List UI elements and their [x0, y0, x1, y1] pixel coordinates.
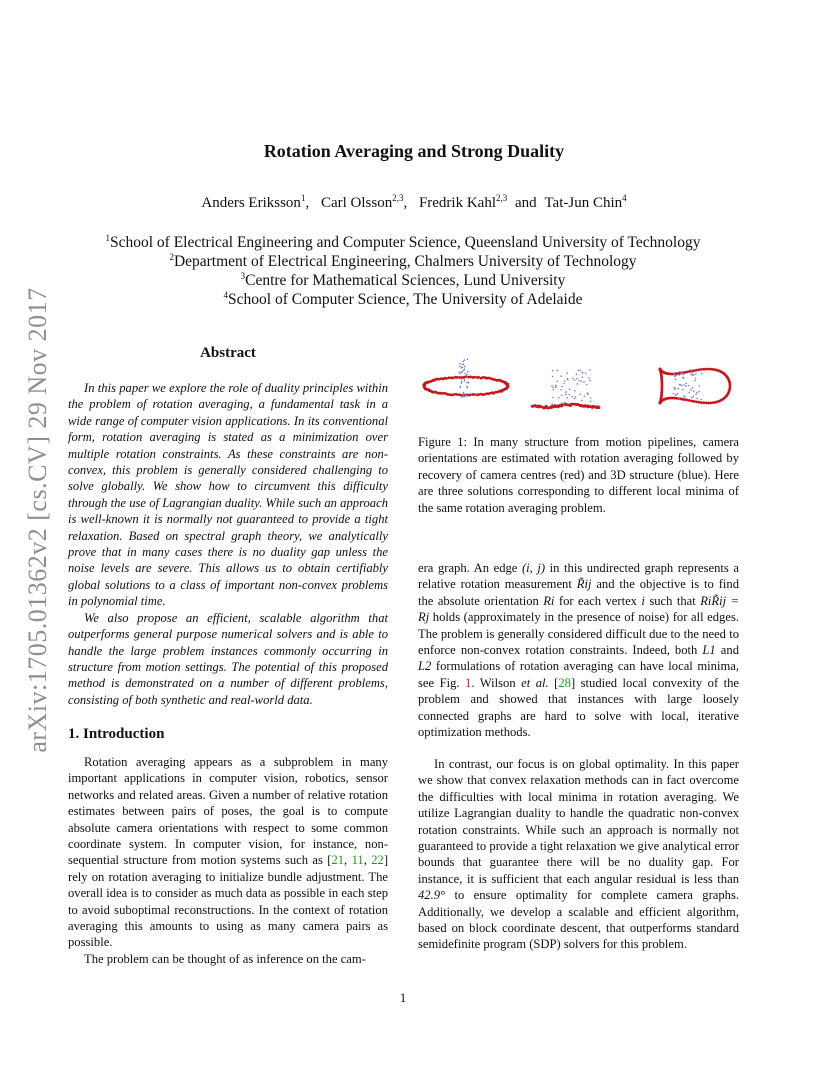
camera-point [487, 377, 490, 380]
structure-point [690, 389, 692, 391]
structure-point [571, 396, 573, 398]
camera-point [458, 393, 461, 396]
structure-point [590, 397, 592, 399]
structure-point [588, 377, 590, 379]
camera-point [598, 406, 601, 409]
structure-point [685, 382, 687, 384]
math-l1: L1 [702, 643, 716, 658]
structure-point [551, 385, 553, 387]
structure-point [461, 378, 463, 380]
structure-point [683, 374, 685, 376]
affiliation-4: $^4$School of Computer Science, The University of Adelaide [223, 289, 583, 308]
structure-point [587, 393, 589, 395]
structure-point [684, 396, 686, 398]
structure-point [581, 400, 583, 402]
structure-point [691, 369, 693, 371]
structure-point [675, 379, 677, 381]
structure-point [582, 372, 584, 374]
structure-point [466, 382, 468, 384]
structure-point [552, 387, 554, 389]
camera-point [703, 368, 706, 371]
structure-point [560, 389, 562, 391]
structure-point [689, 392, 691, 394]
camera-point [693, 400, 696, 403]
structure-point [678, 398, 680, 400]
author-1: Anders Eriksson$^1$, [201, 193, 310, 211]
structure-point [552, 376, 554, 378]
structure-point [555, 387, 557, 389]
affiliation-2: $^2$Department of Electrical Engineering, Chalmers University of Technology [169, 251, 637, 270]
structure-point [552, 370, 554, 372]
abstract-paragraph-1: In this paper we explore the role of duality principles within the problem of rotation averaging, a fundamental task in a wide range of computer vision applications. In its conventional form, rotation averaging is stated as a minimization over multiple rotation constraints. As these constraints are non-convex, this problem is generally considered challenging to solve globally. We show how to circumvent this difficulty through the use of Lagrangian duality. While such an approach is well-known it is normally not guaranteed to provide a tight relaxation. Based on spectral graph theory, we analytically prove that in many cases there is no duality gap unless the noise levels are severe. This allows us to obtain certifiably global solutions to a class of important non-convex problems in polynomial time. [68, 381, 388, 609]
camera-point [698, 401, 701, 404]
structure-point [467, 395, 469, 397]
camera-point [688, 399, 691, 402]
structure-point [584, 396, 586, 398]
structure-point [467, 371, 469, 373]
structure-point [464, 396, 466, 398]
structure-point [561, 395, 563, 397]
structure-point [701, 369, 703, 371]
structure-point [589, 369, 591, 371]
math-edge: (i, j) [521, 561, 546, 575]
camera-point [456, 376, 459, 379]
figure-1-link[interactable]: 1 [465, 675, 472, 690]
structure-point [567, 378, 569, 380]
camera-point [695, 401, 698, 404]
structure-point [467, 358, 469, 360]
structure-point [461, 381, 463, 383]
structure-point [696, 392, 698, 394]
structure-point [466, 386, 468, 388]
camera-point [686, 371, 689, 374]
structure-point [574, 390, 576, 392]
structure-point [698, 391, 700, 393]
structure-point [689, 369, 691, 371]
structure-point [583, 381, 585, 383]
structure-point [695, 378, 697, 380]
structure-point [586, 384, 588, 386]
right-column-paragraph-2: In contrast, our focus is on global optimality. In this paper we show that convex relaxation methods can in fact overcome the difficulties with local minima in rotation averaging. We utilize Lagrangian duality to handle the quadratic non-convex rotation constraints. While such an approach is normally not guaranteed to provide a tight relaxation we give analytical error bounds that guarantee there will be no duality gap. For instance, it is sufficient that each angular residual is less than 42.9° to ensure optimality for complete camera graphs. Additionally, we develop a scalable and efficient algorithm, based on block coordinate descent, that outperforms standard semidefinite program (SDP) solvers for this problem. [418, 757, 739, 952]
camera-point [445, 377, 448, 380]
structure-point [585, 373, 587, 375]
structure-point [578, 380, 580, 382]
page-number: 1 [399, 990, 407, 1005]
structure-point [574, 398, 576, 400]
structure-point [463, 361, 465, 363]
structure-point [461, 364, 463, 366]
structure-point [688, 385, 690, 387]
author-list [0, 195, 828, 212]
camera-point [700, 401, 703, 404]
citation-28[interactable]: 28 [558, 675, 571, 690]
structure-point [683, 384, 685, 386]
structure-point [691, 397, 693, 399]
structure-point [679, 371, 681, 373]
camera-point [695, 369, 698, 372]
structure-point [558, 397, 560, 399]
structure-point [459, 371, 461, 373]
structure-point [459, 373, 461, 375]
camera-point [452, 377, 455, 380]
structure-point [464, 378, 466, 380]
structure-point [561, 402, 563, 404]
structure-point [568, 394, 570, 396]
structure-point [466, 394, 468, 396]
camera-point [476, 393, 479, 396]
structure-point [565, 391, 567, 393]
structure-point [466, 374, 468, 376]
structure-point [695, 393, 697, 395]
structure-point [584, 404, 586, 406]
structure-point [680, 373, 682, 375]
structure-point [563, 383, 565, 385]
structure-point [673, 393, 675, 395]
structure-point [463, 370, 465, 372]
affiliation-1: $^1$School of Electrical Engineering and Computer Science, Queensland University of Technology [105, 232, 701, 251]
structure-point [459, 363, 461, 365]
structure-point [462, 371, 464, 373]
camera-point [506, 384, 509, 387]
structure-point [464, 366, 466, 368]
rotation-solutions-plot [412, 340, 752, 420]
structure-point [695, 373, 697, 375]
structure-point [693, 390, 695, 392]
structure-point [575, 396, 577, 398]
math-constraint: RiR̃ij = Rj [418, 593, 740, 625]
citation-22[interactable]: 22 [371, 853, 384, 868]
structure-point [580, 380, 582, 382]
structure-point [679, 384, 681, 386]
camera-point [471, 393, 474, 396]
camera-point [473, 376, 476, 379]
structure-point [564, 380, 566, 382]
author-and: and [515, 195, 537, 211]
structure-point [677, 393, 679, 395]
structure-point [560, 375, 562, 377]
structure-point [574, 380, 576, 382]
figure-1-caption: Figure 1: In many structure from motion pipelines, camera orientations are estimated with rotation averaging followed by recovery of camera centres (red) and 3D structure (blue). Here are three solutions corresponding to different local minima of the same rotation averaging problem. [418, 435, 739, 515]
citation-21[interactable]: 21 [331, 853, 345, 868]
structure-point [561, 386, 563, 388]
structure-point [552, 389, 554, 391]
structure-point [579, 394, 581, 396]
structure-point [468, 382, 470, 384]
structure-point [701, 399, 703, 401]
structure-point [685, 385, 687, 387]
structure-point [589, 380, 591, 382]
structure-point [683, 377, 685, 379]
abstract-heading: Abstract [200, 345, 256, 361]
structure-point [572, 378, 574, 380]
structure-point [699, 385, 701, 387]
structure-point [681, 372, 683, 374]
math-l2: L2 [418, 659, 432, 674]
abstract-paragraph-2: We also propose an efficient, scalable algorithm that outperforms general purpose numerical solvers and is able to handle the large problem instances commonly occurring in structure from motion settings. The potential of this proposed method is demonstrated on a number of different problems, consisting of both synthetic and real-world data. [68, 610, 388, 707]
structure-point [590, 401, 592, 403]
structure-point [464, 373, 466, 375]
structure-point [459, 366, 461, 368]
camera-point [693, 369, 696, 372]
structure-point [467, 387, 469, 389]
structure-point [690, 374, 692, 376]
camera-point [703, 401, 706, 404]
arxiv-id: arXiv:1705.01362v2 [cs.CV] 29 Nov 2017 [23, 287, 52, 753]
structure-point [556, 381, 558, 383]
author-2: Carl Olsson$^{2,3}$, [320, 193, 408, 211]
structure-point [692, 372, 694, 374]
camera-point [698, 368, 701, 371]
abstract-body [68, 380, 388, 708]
structure-point [552, 397, 554, 399]
structure-point [692, 387, 694, 389]
structure-point [466, 377, 468, 379]
introduction-heading: 1. Introduction [68, 726, 165, 742]
camera-point [705, 402, 708, 405]
structure-point [461, 382, 463, 384]
structure-point [674, 388, 676, 390]
figure-1-image [412, 340, 752, 420]
structure-point [579, 370, 581, 372]
right-column-paragraph-1: era graph. An edge (i, j) in this undirected graph represents a relative rotation measurement R̃ij and the objective is to find the absolute orientation Ri for each vertex i such that RiR̃ij = Rj holds (approximately in the presence of noise) for all edges. The problem is generally considered difficult due to the need to enforce non-convex rotation constraints. Indeed, both L1 and L2 formulations of rotation averaging can have local minima, see Fig. 1. Wilson et al. [28] studied local convexity of the problem and showed that instances with large loosely connected graphs are hard to solve with local, iterative optimization methods. [418, 561, 740, 740]
structure-point [577, 383, 579, 385]
math-vertex: i [641, 593, 645, 608]
structure-point [693, 395, 695, 397]
structure-point [551, 403, 553, 405]
structure-point [461, 367, 463, 369]
structure-point [569, 388, 571, 390]
structure-point [462, 396, 464, 398]
affiliation-3: $^3$Centre for Mathematical Sciences, Lund University [240, 270, 566, 289]
camera-point [729, 383, 732, 386]
structure-point [679, 374, 681, 376]
structure-point [555, 385, 557, 387]
structure-point [576, 378, 578, 380]
camera-point [469, 376, 472, 379]
structure-point [692, 375, 694, 377]
structure-point [563, 404, 565, 406]
structure-point [701, 373, 703, 375]
structure-point [677, 388, 679, 390]
structure-point [462, 394, 464, 396]
structure-point [577, 370, 579, 372]
camera-point [477, 376, 480, 379]
structure-point [565, 394, 567, 396]
author-3: Fredrik Kahl$^{2,3}$ [418, 193, 508, 211]
intro-paragraph-2: The problem can be thought of as inference on the cam- [84, 951, 366, 966]
introduction-body [68, 754, 388, 967]
structure-point [694, 380, 696, 382]
structure-point [564, 402, 566, 404]
math-angle-bound: 42.9° [418, 888, 446, 903]
intro-paragraph-1: Rotation averaging appears as a subproblem in many important applications in computer vision, robotics, sensor networks and related areas. Given a number of relative rotation estimates between pairs of poses, the goal is to compute absolute camera orientations with respect to some common coordinate system. In computer vision, for instance, non-sequential structure from motion systems such as [21, 11, 22] rely on rotation averaging to initialize bundle adjustment. The overall idea is to consider as much data as possible in each step to avoid suboptimal reconstructions. In the context of rotation averaging this amounts to using as many camera pairs as possible. [68, 755, 389, 950]
structure-point [681, 385, 683, 387]
paper-title: Rotation Averaging and Strong Duality [263, 141, 565, 161]
camera-point [690, 400, 693, 403]
structure-point [463, 364, 465, 366]
camera-point [454, 393, 457, 396]
math-relative-rotation: R̃ij [576, 577, 592, 592]
structure-point [566, 372, 568, 374]
structure-point [693, 374, 695, 376]
affiliations [0, 233, 806, 309]
structure-point [696, 398, 698, 400]
structure-point [682, 389, 684, 391]
citation-11[interactable]: 11 [351, 853, 364, 868]
structure-point [460, 386, 462, 388]
arxiv-stamp [8, 280, 68, 760]
structure-point [582, 377, 584, 379]
structure-point [464, 380, 466, 382]
structure-point [463, 392, 465, 394]
structure-point [576, 373, 578, 375]
structure-point [673, 373, 675, 375]
structure-point [567, 397, 569, 399]
author-4: Tat-Jun Chin$^4$ [544, 193, 627, 211]
structure-point [675, 394, 677, 396]
structure-point [557, 370, 559, 372]
structure-point [464, 359, 466, 361]
structure-point [675, 375, 677, 377]
math-absolute-rotation: Ri [543, 593, 555, 608]
